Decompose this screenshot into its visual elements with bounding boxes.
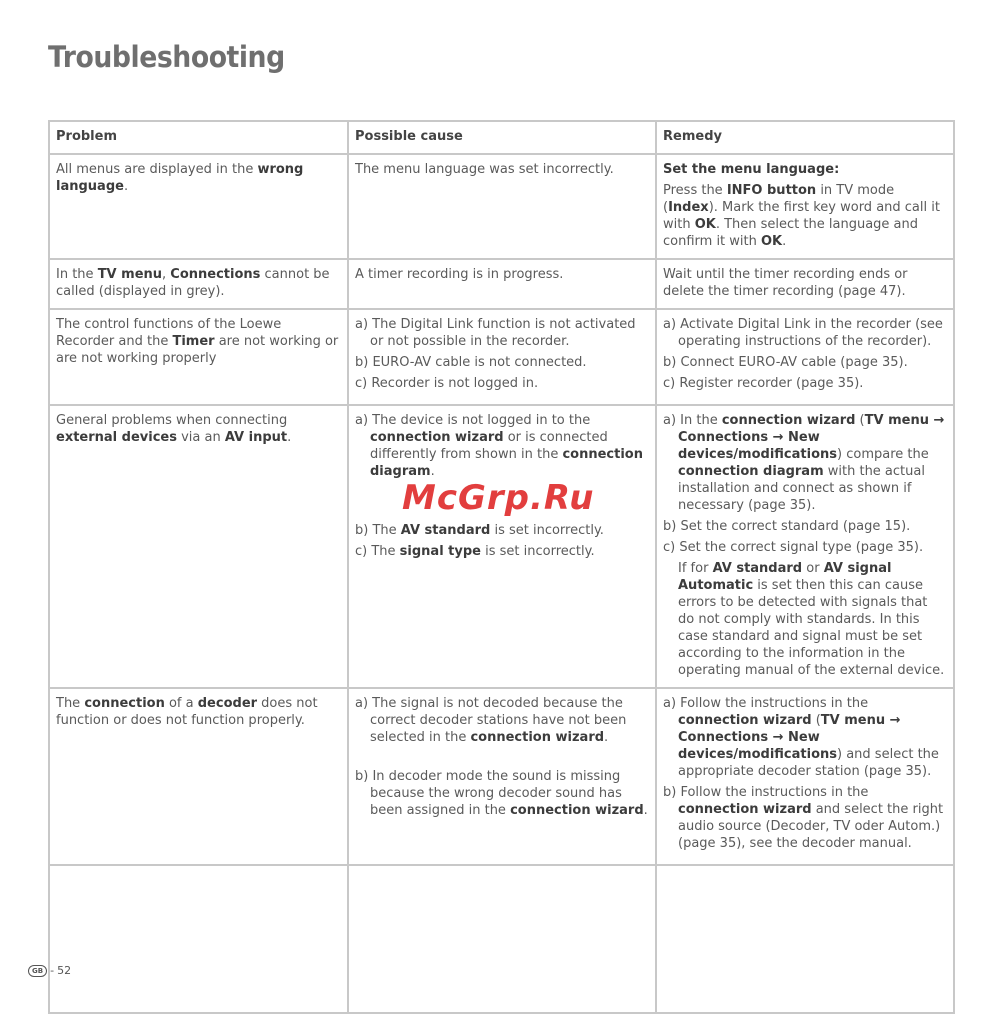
empty-cell xyxy=(348,865,656,1013)
table-row xyxy=(49,688,954,865)
cause-cell: A timer recording is in progress. xyxy=(348,259,656,309)
remedy-cell: a) Follow the instructions in the connection wizard (TV menu → Connections → New devices/modifications) and select the appropriate decoder station (page 35). b) Follow the instructions in the connection wizard and select the right audio source (Decoder, TV oder Autom.) (page 35), see the decoder manual. xyxy=(656,688,954,865)
cause-cell: a) The Digital Link function is not activated or not possible in the recorder. b) EURO-AV cable is not connected. c) Recorder is not logged in. xyxy=(348,309,656,405)
table-row xyxy=(49,405,954,688)
remedy-cell: Set the menu language: Press the INFO button in TV mode (Index). Mark the first key word and call it with OK. Then select the language and confirm it with OK. xyxy=(656,154,954,259)
empty-cell xyxy=(49,865,348,1013)
page-title: Troubleshooting xyxy=(48,40,285,74)
problem-cell: General problems when connecting external devices via an AV input. xyxy=(49,405,348,688)
remedy-cell: Wait until the timer recording ends or delete the timer recording (page 47). xyxy=(656,259,954,309)
empty-table-row xyxy=(49,865,954,1013)
watermark: McGrp.Ru xyxy=(402,478,595,518)
country-badge: GB xyxy=(28,965,47,977)
header-remedy: Remedy xyxy=(656,121,954,154)
cause-cell: The menu language was set incorrectly. xyxy=(348,154,656,259)
header-problem: Problem xyxy=(49,121,348,154)
table-row xyxy=(49,259,954,309)
page-footer xyxy=(28,964,71,977)
table-row xyxy=(49,309,954,405)
table-header-row xyxy=(49,121,954,154)
table-row xyxy=(49,154,954,259)
empty-cell xyxy=(656,865,954,1013)
problem-cell: In the TV menu, Connections cannot be called (displayed in grey). xyxy=(49,259,348,309)
problem-cell: The control functions of the Loewe Recorder and the Timer are not working or are not working properly xyxy=(49,309,348,405)
problem-cell: All menus are displayed in the wrong language. xyxy=(49,154,348,259)
problem-cell: The connection of a decoder does not function or does not function properly. xyxy=(49,688,348,865)
remedy-cell: a) In the connection wizard (TV menu → Connections → New devices/modifications) compare the connection diagram with the actual installation and connect as shown if necessary (page 35). b) Set the correct standard (page 15). c) Set the correct signal type (page 35). If for AV standard or AV signal Automatic is set then this can cause errors to be detected with signals that do not comply with standards. In this case standard and signal must be set according to the information in the operating manual of the external device. xyxy=(656,405,954,688)
cause-cell: a) The device is not logged in to the connection wizard or is connected differently from shown in the connection diagram. b) The AV standard is set incorrectly. c) The signal type is set incorrectly. xyxy=(348,405,656,688)
footer-separator: - xyxy=(50,964,55,977)
page-number: 52 xyxy=(57,964,72,977)
cause-cell: a) The signal is not decoded because the correct decoder stations have not been selected in the connection wizard. b) In decoder mode the sound is missing because the wrong decoder sound has been assigned in the connection wizard. xyxy=(348,688,656,865)
troubleshooting-table xyxy=(48,120,955,1014)
remedy-cell: a) Activate Digital Link in the recorder (see operating instructions of the recorder). b) Connect EURO-AV cable (page 35). c) Register recorder (page 35). xyxy=(656,309,954,405)
header-possible-cause: Possible cause xyxy=(348,121,656,154)
